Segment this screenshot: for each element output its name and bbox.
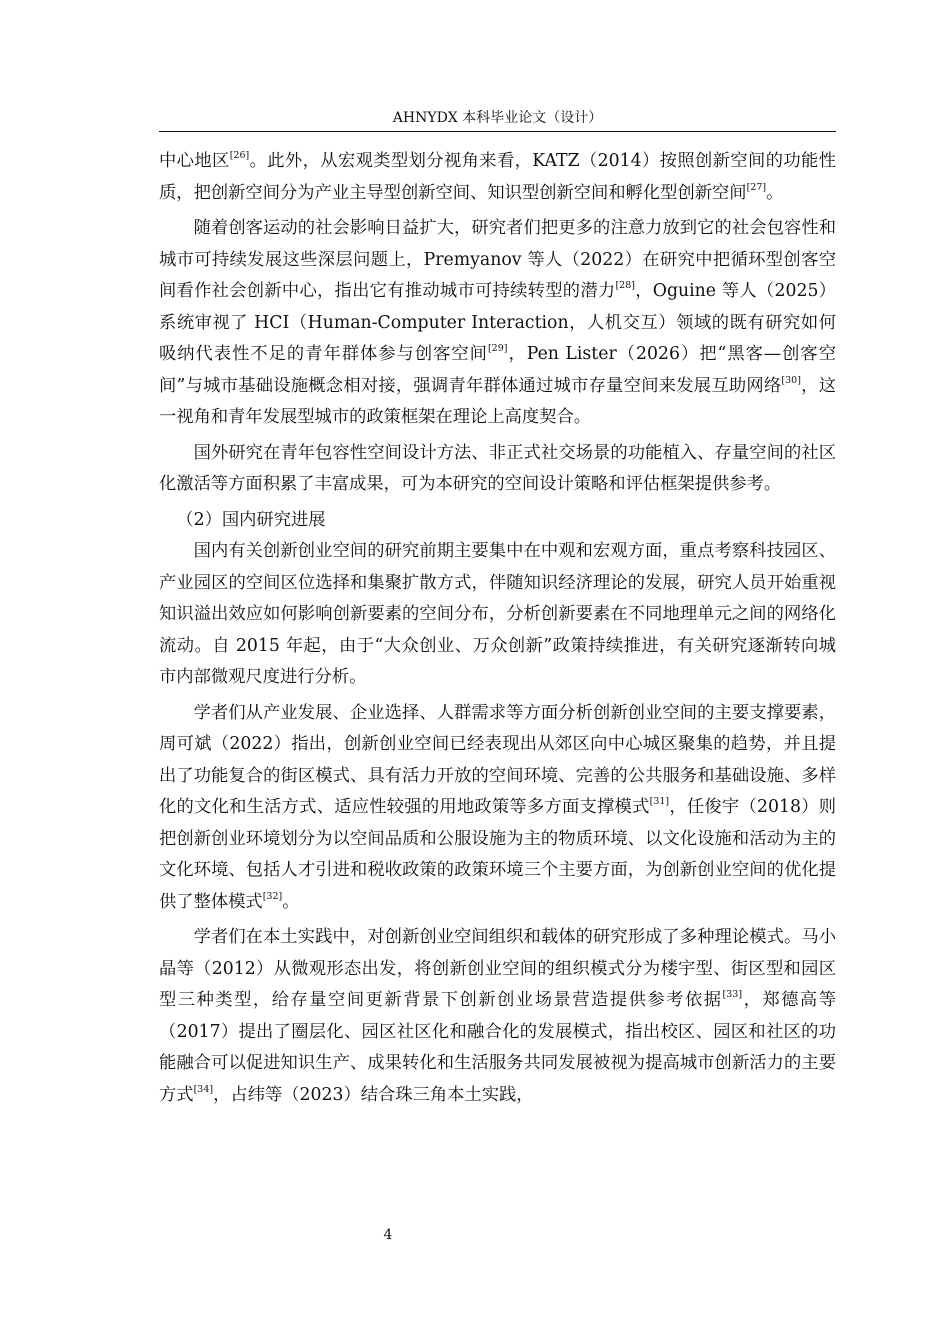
paragraph bbox=[159, 536, 836, 694]
text-run: ，Oguine 等人（2025）系统审视了 HCI（Human-Computer Interaction，人机交互）领域的既有研究如何吸纳代表性不足的青年群体参与创客空间 bbox=[159, 281, 836, 364]
citation-marker: [30] bbox=[781, 374, 801, 386]
text-run: 随着创客运动的社会影响日益扩大，研究者们把更多的注意力放到它的社会包容性和城市可持续发展这些深层问题上，Premyanov 等人（2022）在研究中把循环型创客空间看作社会创新中心，指出它有推动城市可持续转型的潜力 bbox=[159, 218, 836, 301]
text-run: 学者们在本土实践中，对创新创业空间组织和载体的研究形成了多种理论模式。马小晶等（2012）从微观形态出发，将创新创业空间的组织模式分为楼宇型、街区型和园区型三种类型，给存量空间更新背景下创新创业场景营造提供参考依据 bbox=[159, 927, 836, 1010]
citation-marker: [32] bbox=[262, 890, 283, 902]
citation-marker: [26] bbox=[229, 150, 250, 161]
page-number: 4 bbox=[383, 1227, 393, 1243]
citation-marker: [34] bbox=[193, 1083, 214, 1095]
document-body bbox=[159, 146, 836, 1111]
text-run: 。 bbox=[766, 182, 784, 203]
text-run: 国内有关创新创业空间的研究前期主要集中在中观和宏观方面，重点考察科技园区、产业园区的空间区位选择和集聚扩散方式，伴随知识经济理论的发展，研究人员开始重视知识溢出效应如何影响创新要素的空间分布，分析创新要素在不同地理单元之间的网络化流动。自 2015 年起，由于“大众创业、万众创新”政策持续推进，有关研究逐渐转向城市内部微观尺度进行分析。 bbox=[159, 541, 836, 687]
text-run: （2）国内研究进展 bbox=[176, 509, 326, 530]
citation-marker: [31] bbox=[649, 796, 670, 807]
text-run: ，占纬等（2023）结合珠三角本土实践， bbox=[213, 1084, 534, 1105]
paragraph bbox=[159, 146, 836, 209]
paragraph bbox=[159, 698, 836, 919]
citation-marker: [28] bbox=[615, 280, 635, 291]
text-run: 学者们从产业发展、企业选择、人群需求等方面分析创新创业空间的主要支撑要素，周可斌（2022）指出，创新创业空间已经表现出从郊区向中心城区聚集的趋势，并且提出了功能复合的街区模式、具有活力开放的空间环境、完善的公共服务和基础设施、多样化的文化和生活方式、适应性较强的用地政策等多方面支撑模式 bbox=[159, 702, 836, 817]
paragraph bbox=[159, 922, 836, 1111]
text-run: 。 bbox=[282, 891, 300, 912]
citation-marker: [33] bbox=[722, 989, 743, 1000]
text-run: 中心地区 bbox=[159, 151, 230, 171]
section-heading bbox=[159, 505, 836, 537]
text-run: ，这一视角和青年发展型城市的政策框架在理论上高度契合。 bbox=[159, 375, 836, 427]
text-run: ，Pen Lister（2026）把“黑客—创客空间”与城市基础设施概念相对接，强调青年群体通过城市存量空间来发展互助网络 bbox=[159, 344, 836, 396]
text-run: ，郑德高等（2017）提出了圈层化、园区社区化和融合化的发展模式，指出校区、园区和社区的功能融合可以促进知识生产、成果转化和生活服务共同发展被视为提高城市创新活力的主要方式 bbox=[159, 990, 836, 1105]
text-run: 。此外，从宏观类型划分视角来看，KATZ（2014）按照创新空间的功能性质，把创新空间分为产业主导型创新空间、知识型创新空间和孵化型创新空间 bbox=[159, 151, 836, 203]
paragraph bbox=[159, 438, 836, 501]
running-header: AHNYDX 本科毕业论文（设计） bbox=[392, 110, 603, 126]
paragraph bbox=[159, 213, 836, 434]
text-run: ，任俊宇（2018）则把创新创业环境划分为以空间品质和公服设施为主的物质环境、以文化设施和活动为主的文化环境、包括人才引进和税收政策的政策环境三个主要方面，为创新创业空间的优化提供了整体模式 bbox=[159, 797, 836, 912]
header-divider bbox=[159, 131, 836, 132]
text-run: 国外研究在青年包容性空间设计方法、非正式社交场景的功能植入、存量空间的社区化激活等方面积累了丰富成果，可为本研究的空间设计策略和评估框架提供参考。 bbox=[159, 442, 836, 494]
citation-marker: [27] bbox=[746, 181, 767, 193]
citation-marker: [29] bbox=[487, 343, 508, 354]
